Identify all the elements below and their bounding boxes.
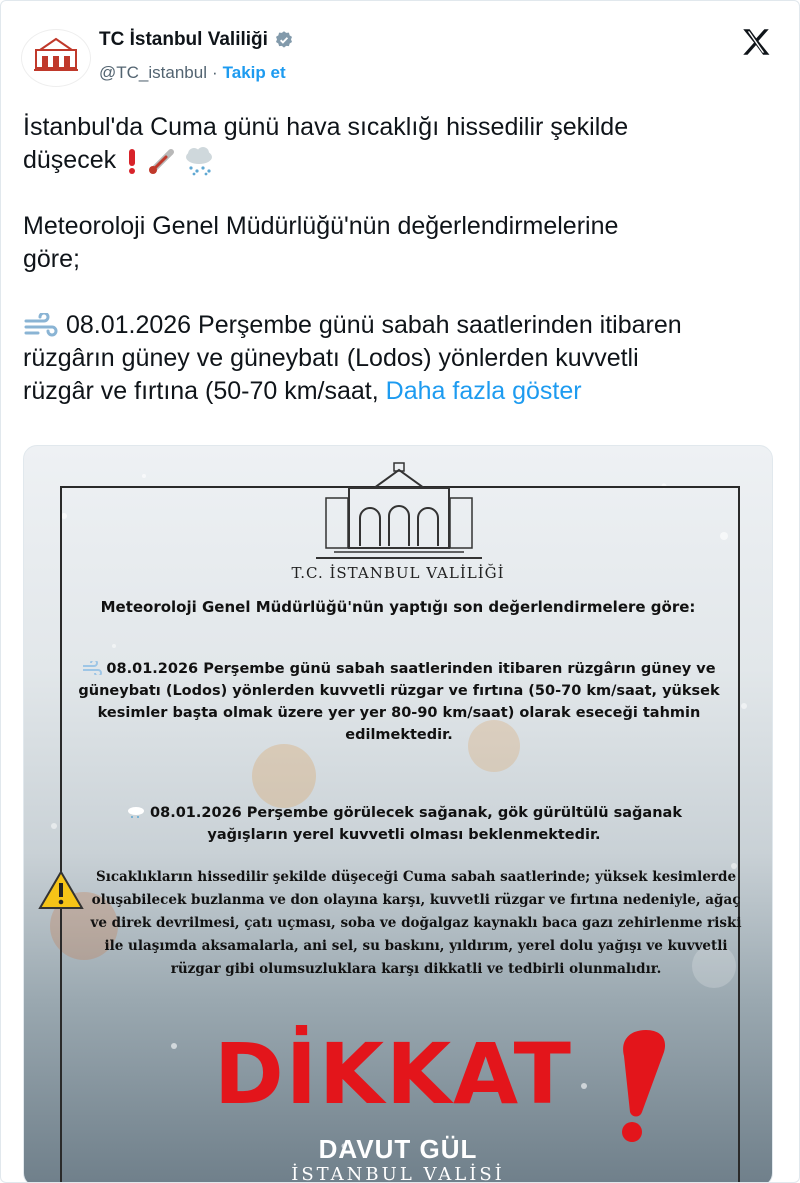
snow-cloud-icon (183, 146, 215, 176)
display-name[interactable]: TC İstanbul Valiliği (99, 29, 268, 50)
separator: · (211, 63, 218, 82)
alert-word: DİKKAT (214, 1025, 573, 1123)
wind-icon (82, 661, 102, 675)
image-paragraph-warning: Sıcaklıkların hissedilir şekilde düşeceği Cuma sabah saatlerinde; yüksek kesimlerde oluşabilecek buzlanma ve don olayına karşı, kuvvetli rüzgar ve fırtına nedeniyle, ağaç ve direk devrilmesi, çatı uçması, soba ve doğalgaz kaynaklı baca gazı zehirlenme riski ile ulaşımda aksamalarla, ani sel, su baskını, yıldırım, yerel dolu yağışı ve kuvvetli rüzgar gibi olumsuzluklara karşı dikkatli ve tedbirli olunmalıdır. (90, 869, 742, 977)
follow-button[interactable]: Takip et (222, 63, 286, 82)
tweet-line: İstanbul'da Cuma günü hava sıcaklığı hissedilir şekilde (23, 113, 629, 141)
avatar[interactable] (21, 29, 91, 87)
istanbul-governorship-logo-icon (22, 30, 90, 86)
tweet-image[interactable] (23, 445, 773, 1183)
wind-icon (23, 313, 59, 339)
image-paragraph-wind (74, 658, 724, 746)
signature-title: İSTANBUL VALİSİ (291, 1164, 505, 1183)
tweet-line (23, 309, 783, 342)
verified-badge-icon (274, 30, 294, 50)
tweet-text (23, 111, 783, 408)
exclamation-icon (123, 147, 141, 175)
governorship-building-icon (314, 458, 484, 570)
tweet-line (23, 144, 783, 177)
tweet-line-text: düşecek (23, 146, 117, 174)
tweet-line: Meteoroloji Genel Müdürlüğü'nün değerlendirmelerine (23, 212, 619, 240)
rain-cloud-icon (126, 805, 146, 819)
paragraph-text: 08.01.2026 Perşembe görülecek sağanak, gök gürültülü sağanak yağışların yerel kuvvetli olması beklenmektedir. (150, 805, 682, 843)
tweet-line: göre; (23, 245, 80, 273)
tweet-header (21, 23, 781, 93)
tweet-line-text: rüzgâr ve fırtına (50-70 km/saat, (23, 377, 379, 405)
show-more-link[interactable]: Daha fazla göster (385, 377, 582, 405)
image-heading: Meteoroloji Genel Müdürlüğü'nün yaptığı son değerlendirmelere göre: (100, 598, 696, 616)
tweet-line-text: 08.01.2026 Perşembe günü sabah saatlerinden itibaren (65, 311, 682, 339)
signature-name: DAVUT GÜL (318, 1134, 478, 1164)
organization-name: T.C. İSTANBUL VALİLİĞİ (291, 564, 505, 582)
thermometer-icon (148, 147, 176, 175)
x-logo-icon[interactable] (739, 25, 773, 59)
exclamation-icon (596, 1026, 676, 1146)
image-paragraph-rain (84, 802, 724, 846)
tweet-line (23, 375, 783, 408)
warning-icon (38, 870, 84, 910)
paragraph-text: 08.01.2026 Perşembe günü sabah saatlerinden itibaren rüzgârın güney ve güneybatı (Lodos) yönlerden kuvvetli rüzgar ve fırtına (50-70 km/saat, yüksek kesimler başta olmak üzere yer yer 80-90 km/saat) olarak eseceği tahmin edilmektedir. (78, 661, 720, 743)
handle[interactable]: @TC_istanbul (99, 63, 207, 82)
tweet-line: rüzgârın güney ve güneybatı (Lodos) yönlerden kuvvetli (23, 344, 639, 372)
